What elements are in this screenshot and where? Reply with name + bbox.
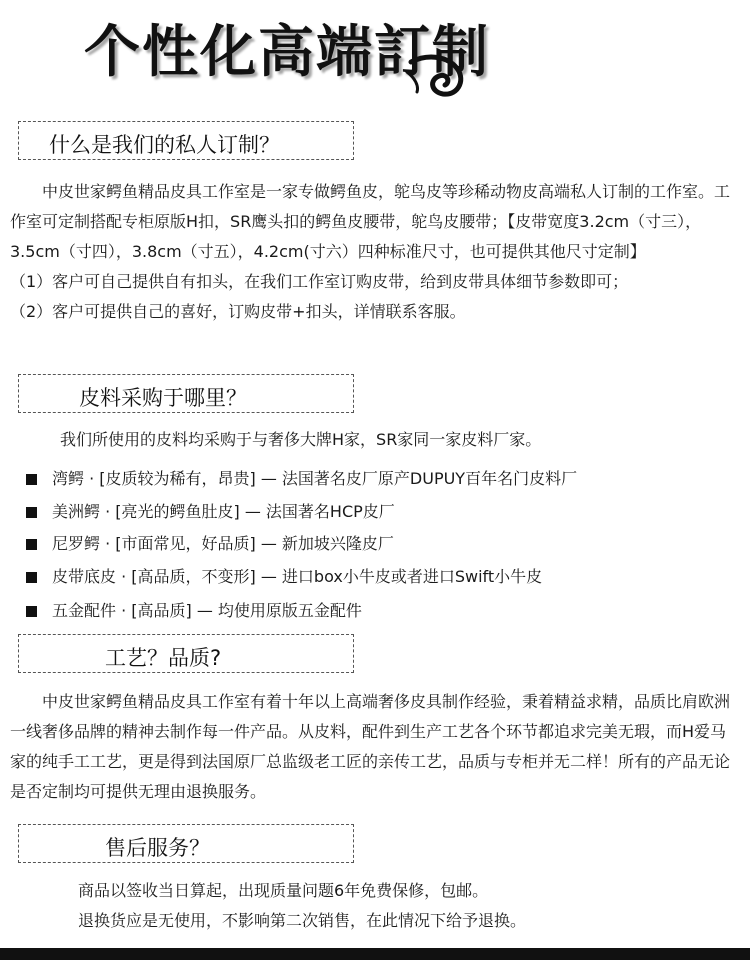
option-line-1: （1）客户可自己提供自有扣头，在我们工作室订购皮带，给到皮带具体细节参数即可； <box>10 272 629 291</box>
list-item <box>26 528 746 560</box>
list-item-text: 美洲鳄 · [亮光的鳄鱼肚皮] — 法国著名HCP皮厂 <box>52 502 395 521</box>
list-item-text: 湾鳄 · [皮质较为稀有，昂贵] — 法国著名皮厂原产DUPUY百年名门皮料厂 <box>52 469 578 488</box>
materials-intro: 我们所使用的皮料均采购于与奢侈大牌H家，SR家同一家皮料厂家。 <box>60 430 542 449</box>
section-heading-box <box>18 121 354 160</box>
square-bullet-icon <box>26 474 37 485</box>
intro-paragraph: 中皮世家鳄鱼精品皮具工作室是一家专做鳄鱼皮，鸵鸟皮等珍稀动物皮高端私人订制的工作室。工作室可定制搭配专柜原版H扣，SR鹰头扣的鳄鱼皮腰带，鸵鸟皮腰带；【皮带宽度3.2cm（寸三），3.5cm（寸四），3.8cm（寸五），4.2cm(寸六）四种标准尺寸，也可提供其他尺寸定制】 <box>10 182 731 261</box>
list-item <box>26 594 746 628</box>
section-body-private-custom <box>10 177 740 327</box>
materials-list <box>26 462 746 628</box>
square-bullet-icon <box>26 507 37 518</box>
footer-bar <box>0 948 750 960</box>
square-bullet-icon <box>26 572 37 583</box>
list-item <box>26 560 746 594</box>
swirl-ornament-icon <box>405 52 475 100</box>
option-line-2: （2）客户可提供自己的喜好，订购皮带+扣头，详情联系客服。 <box>10 302 466 321</box>
section-heading-box <box>18 824 354 863</box>
section-title-after-sales: 售后服务？ <box>105 836 210 860</box>
section-heading-box <box>18 634 354 673</box>
after-sales-line-2: 退换货应是无使用，不影响第二次销售，在此情况下给予退换。 <box>78 911 527 930</box>
after-sales-line-1: 商品以签收当日算起，出现质量问题6年免费保修，包邮。 <box>78 881 489 900</box>
section-body-craft <box>10 687 740 807</box>
materials-intro-wrap <box>28 425 740 455</box>
list-item-text: 尼罗鳄 · [市面常见，好品质] — 新加坡兴隆皮厂 <box>52 534 394 553</box>
section-title-craft: 工艺？品质? <box>105 646 222 670</box>
header-banner <box>0 0 750 110</box>
list-item <box>26 496 746 528</box>
section-title-private-custom: 什么是我们的私人订制？ <box>49 133 280 157</box>
section-body-after-sales <box>46 876 736 936</box>
square-bullet-icon <box>26 539 37 550</box>
section-title-materials: 皮料采购于哪里？ <box>79 386 247 410</box>
section-heading-box <box>18 374 354 413</box>
craft-paragraph: 中皮世家鳄鱼精品皮具工作室有着十年以上高端奢侈皮具制作经验，秉着精益求精，品质比肩欧洲一线奢侈品牌的精神去制作每一件产品。从皮料，配件到生产工艺各个环节都追求完美无瑕，而H爱马家的纯手工工艺，更是得到法国原厂总监级老工匠的亲传工艺，品质与专柜并无二样！所有的产品无论是否定制均可提供无理由退换服务。 <box>10 692 731 801</box>
page-title: 个性化高端訂制 <box>84 19 490 85</box>
list-item-text: 五金配件 · [高品质] — 均使用原版五金配件 <box>52 601 362 620</box>
list-item-text: 皮带底皮 · [高品质，不变形] — 进口box小牛皮或者进口Swift小牛皮 <box>52 567 543 586</box>
square-bullet-icon <box>26 606 37 617</box>
list-item <box>26 462 746 496</box>
